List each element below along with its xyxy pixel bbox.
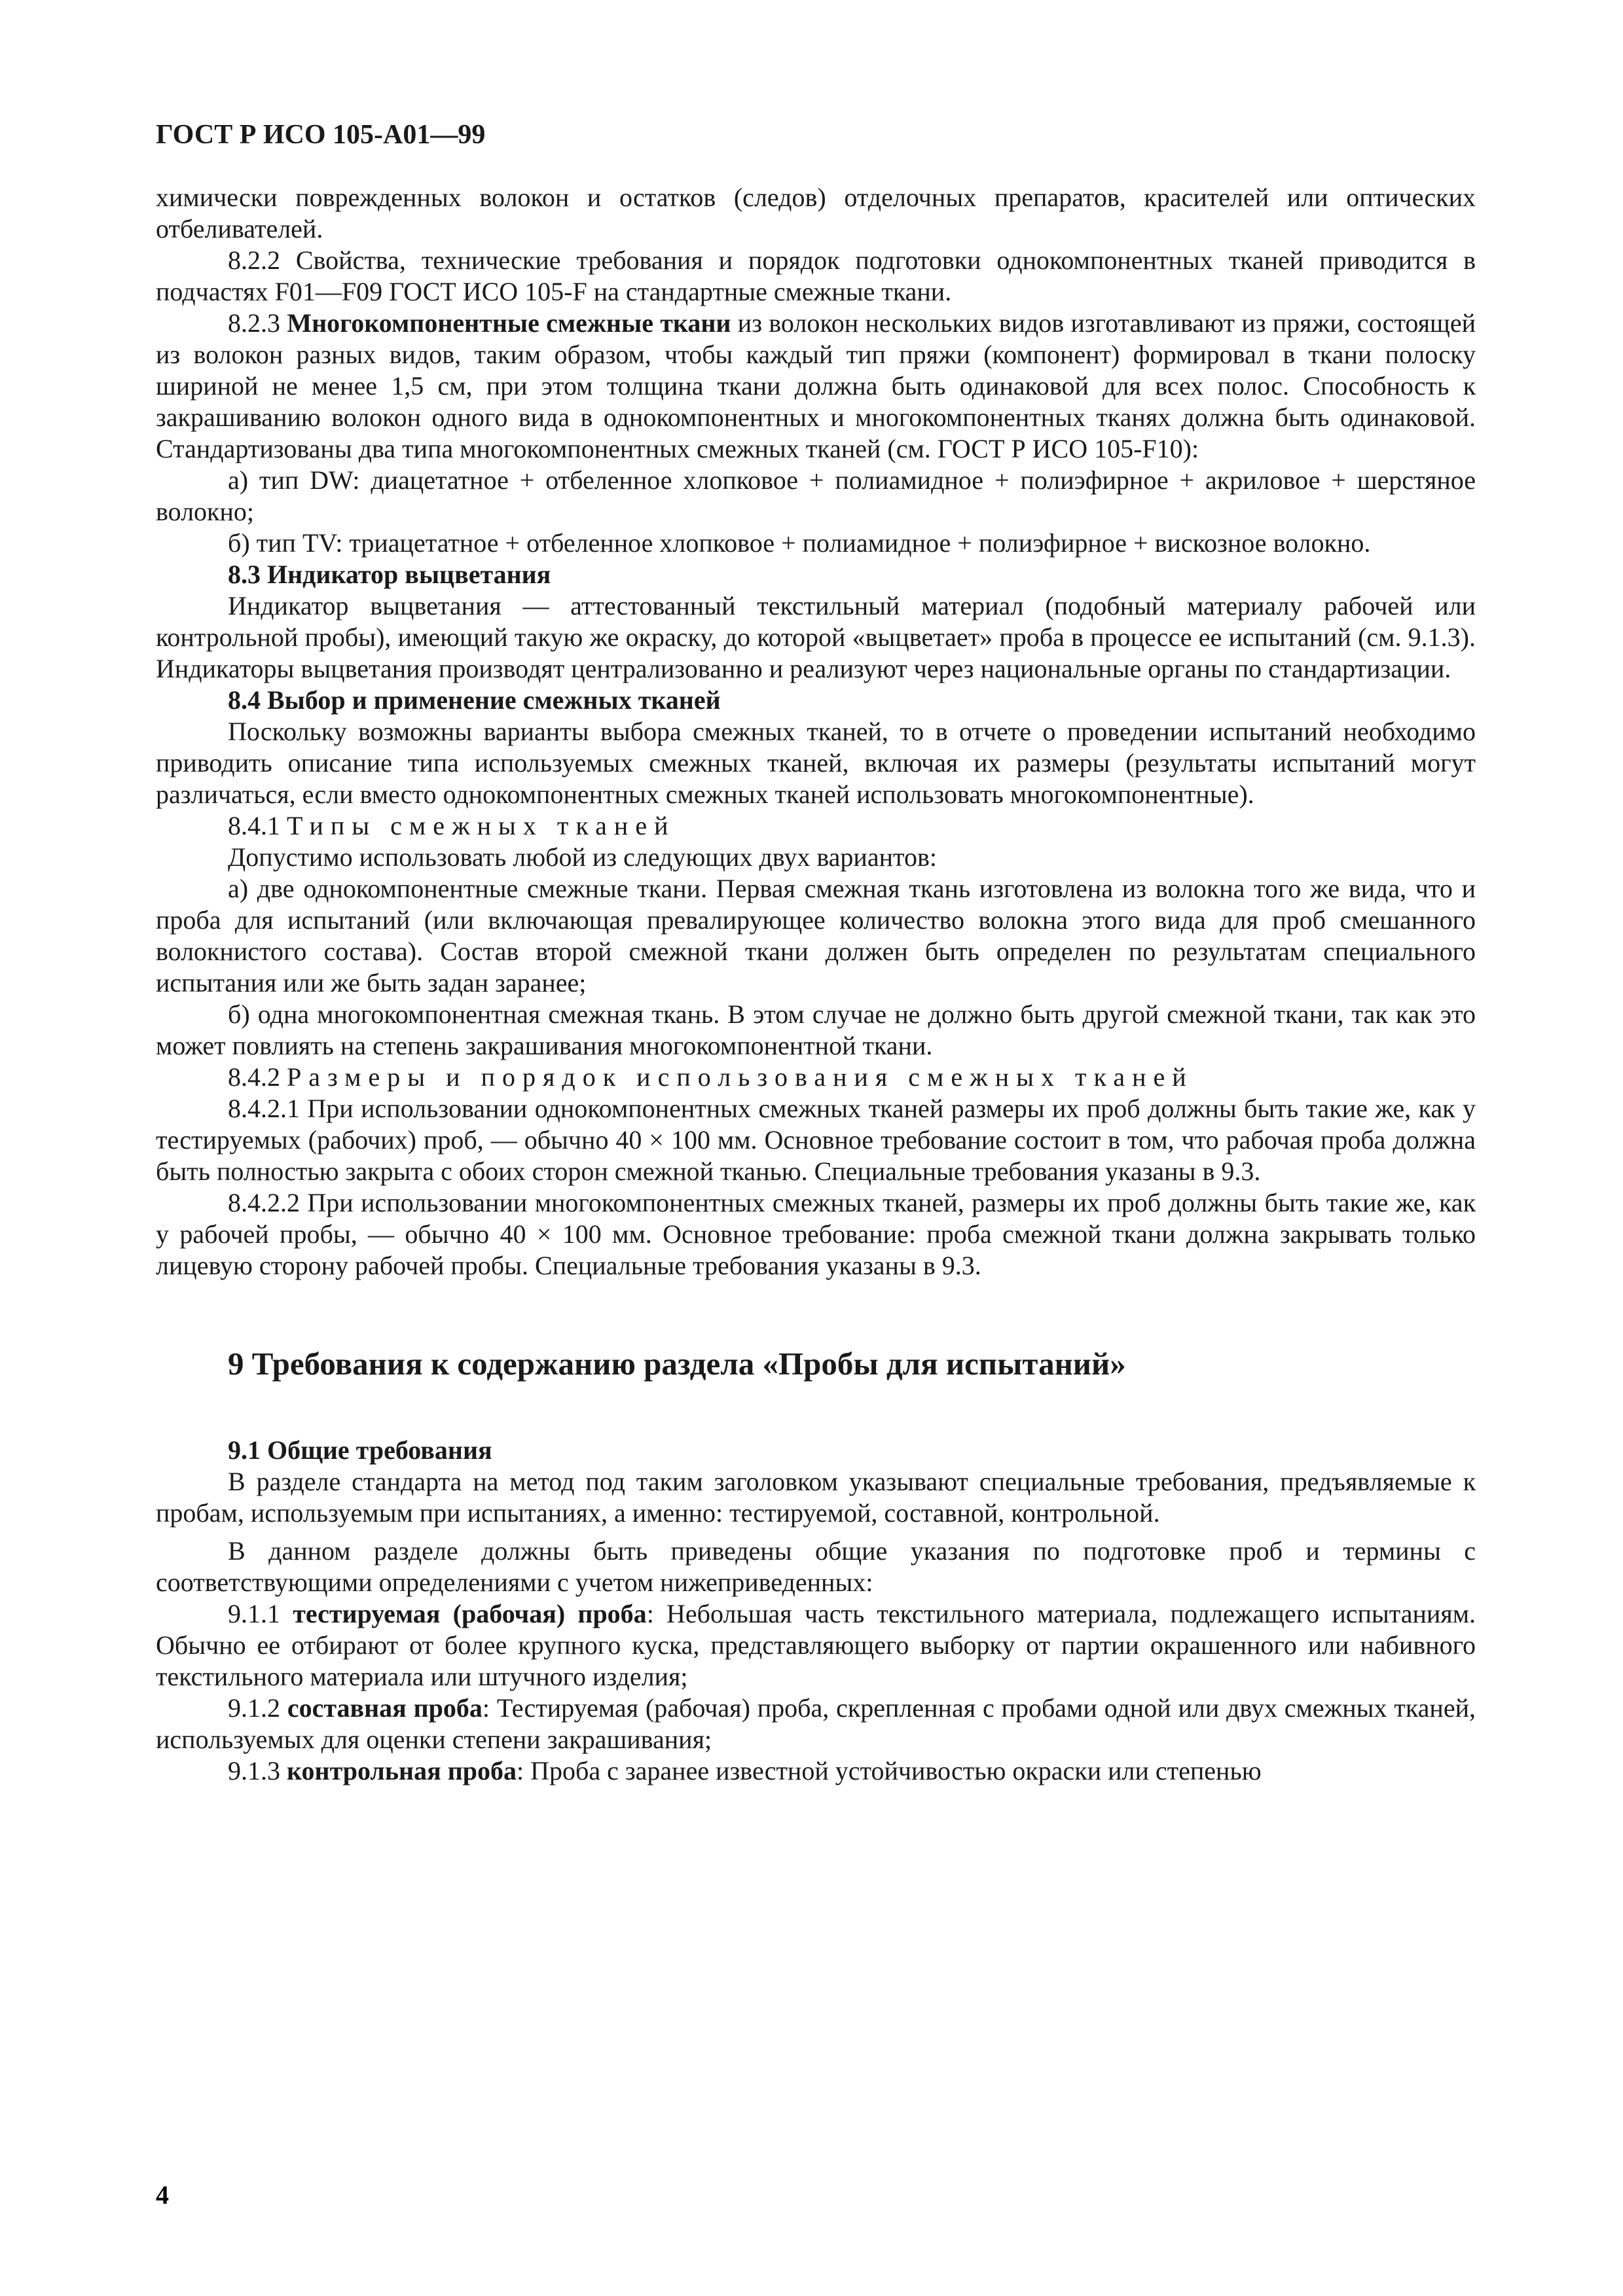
paragraph: Индикатор выцветания — аттестованный текстильный материал (подобный материалу рабочей или контрольной пробы), имеющий такую же окраску, до которой «выцветает» проба в процессе ее испытаний (см. 9.1.3). Индикаторы выцветания производят централизованно и реализуют через национальные органы по стандартизации.: [156, 591, 1476, 683]
paragraph: В разделе стандарта на метод под таким заголовком указывают специальные требования, предъявляемые к пробам, используемым при испытаниях, а именно: тестируемой, составной, контрольной.: [156, 1467, 1476, 1528]
spaced-heading: Типы смежных тканей: [287, 811, 676, 840]
paragraph-text: : Тестируемая (рабочая) проба, скрепленная с пробами одной или двух смежных тканей, используемых для оценки степени закрашивания;: [156, 1693, 1476, 1754]
clause-number: 8.4.1: [228, 811, 287, 840]
paragraph: В данном разделе должны быть приведены общие указания по подготовке проб и термины с соответствующими определениями с учетом нижеприведенных:: [156, 1536, 1476, 1597]
paragraph: [156, 1062, 1476, 1093]
term: Многокомпонентные смежные ткани: [287, 308, 731, 338]
paragraph: [156, 1693, 1476, 1755]
paragraph: б) тип TV: триацетатное + отбеленное хлопковое + полиамидное + полиэфирное + вискозное волокно.: [228, 528, 1371, 558]
subsection-heading: 8.3 Индикатор выцветания: [228, 560, 551, 589]
spaced-heading: Размеры и порядок использования смежных тканей: [287, 1062, 1194, 1092]
paragraph: [156, 1598, 1476, 1693]
clause-number: 9.1.3: [228, 1756, 287, 1785]
paragraph: химически поврежденных волокон и остатков (следов) отделочных препаратов, красителей или оптических отбеливателей.: [156, 183, 1476, 243]
document-header: ГОСТ Р ИСО 105-А01—99: [156, 120, 486, 150]
paragraph-text: из волокон нескольких видов изготавливают из пряжи, состоящей из волокон разных видов, таким образом, чтобы каждый тип пряжи (компонент) формировал в ткани полоску шириной не менее 1,5 см, при этом толщина ткани должна быть одинаковой для всех полос. Способность к закрашиванию волокон одного вида в однокомпонентных и многокомпонентных тканях должна быть одинаковой. Стандартизованы два типа многокомпонентных смежных тканей (см. ГОСТ Р ИСО 105-F10):: [156, 308, 1476, 463]
paragraph: а) тип DW: диацетатное + отбеленное хлопковое + полиамидное + полиэфирное + акриловое + шерстяное волокно;: [156, 465, 1476, 526]
paragraph: [156, 810, 1476, 842]
clause-number: 8.4.2: [228, 1062, 287, 1092]
section-heading: 9 Требования к содержанию раздела «Пробы для испытаний»: [228, 1346, 1126, 1382]
paragraph: [156, 1755, 1476, 1787]
clause-number: 9.1.2: [228, 1693, 287, 1723]
clause-number: 9.1.1: [228, 1599, 293, 1628]
paragraph: Поскольку возможны варианты выбора смежных тканей, то в отчете о проведении испытаний необходимо приводить описание типа используемых смежных тканей, включая их размеры (результаты испытаний могут различаться, если вместо однокомпонентных смежных тканей использовать многокомпонентные).: [156, 717, 1476, 809]
subsection-heading: 8.4 Выбор и применение смежных тканей: [228, 685, 721, 715]
term: тестируемая (рабочая) проба: [293, 1599, 647, 1628]
page-number: 4: [156, 2180, 169, 2210]
paragraph: а) две однокомпонентные смежные ткани. Первая смежная ткань изготовлена из волокна того же вида, что и проба для испытаний (или включающая превалирующее количество волокна этого вида для проб смешанного волокнистого состава). Состав второй смежной ткани должен быть определен по результатам специального испытания или же быть задан заранее;: [156, 874, 1476, 997]
paragraph-text: : Проба с заранее известной устойчивостью окраски или степенью: [517, 1756, 1262, 1785]
paragraph: 8.4.2.2 При использовании многокомпонентных смежных тканей, размеры их проб должны быть такие же, как у рабочей пробы, — обычно 40 × 100 мм. Основное требование: проба смежной ткани должна закрывать только лицевую сторону рабочей пробы. Специальные требования указаны в 9.3.: [156, 1188, 1476, 1280]
paragraph: 8.2.2 Свойства, технические требования и порядок подготовки однокомпонентных тканей приводится в подчастях F01—F09 ГОСТ ИСО 105-F на стандартные смежные ткани.: [156, 245, 1476, 306]
document-body: [156, 182, 1476, 1787]
paragraph-text: : Небольшая часть текстильного материала, подлежащего испытаниям. Обычно ее отбирают от более крупного куска, представляющего выборку от партии окрашенного или набивного текстильного материала или штучного изделия;: [156, 1599, 1476, 1691]
clause-number: 8.2.3: [228, 308, 287, 338]
paragraph: Допустимо использовать любой из следующих двух вариантов:: [228, 842, 937, 872]
subsection-heading: 9.1 Общие требования: [228, 1435, 492, 1465]
paragraph: 8.4.2.1 При использовании однокомпонентных смежных тканей размеры их проб должны быть такие же, как у тестируемых (рабочих) проб, — обычно 40 × 100 мм. Основное требование состоит в том, что рабочая проба должна быть полностью закрыта с обоих сторон смежной тканью. Специальные требования указаны в 9.3.: [156, 1094, 1476, 1186]
paragraph: б) одна многокомпонентная смежная ткань. В этом случае не должно быть другой смежной ткани, так как это может повлиять на степень закрашивания многокомпонентной ткани.: [156, 999, 1476, 1060]
term: контрольная проба: [287, 1756, 517, 1785]
term: составная проба: [287, 1693, 483, 1723]
paragraph: [156, 308, 1476, 465]
